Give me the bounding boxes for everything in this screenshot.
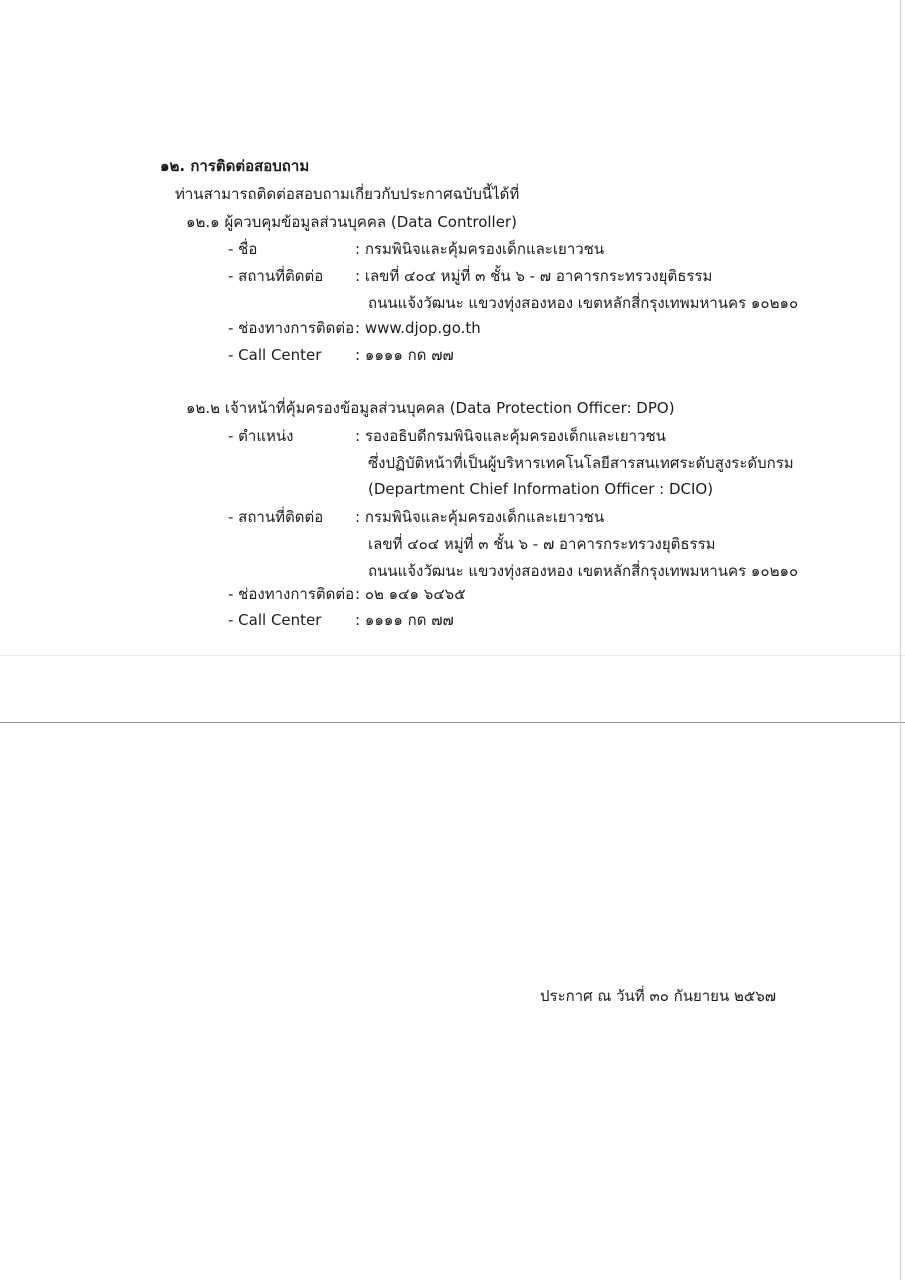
dpo-address-line2: เลขที่ ๔๐๔ หมู่ที่ ๓ ชั้น ๖ - ๗ อาคารกระทรวงยุติธรรม: [368, 535, 716, 553]
dpo-position-line1: : รองอธิบดีกรมพินิจและคุ้มครองเด็กและเยาวชน: [355, 427, 666, 445]
controller-name-value: : กรมพินิจและคุ้มครองเด็กและเยาวชน: [355, 240, 605, 258]
dpo-position-label: - ตำแหน่ง: [228, 427, 294, 445]
scan-fold-line: [0, 722, 905, 723]
section-heading: ๑๒. การติดต่อสอบถาม: [160, 157, 310, 175]
dpo-channel-value: : ๐๒ ๑๔๑ ๖๔๖๕: [355, 585, 466, 603]
controller-address-label: - สถานที่ติดต่อ: [228, 267, 324, 285]
announcement-date: ประกาศ ณ วันที่ ๓๐ กันยายน ๒๕๖๗: [540, 987, 777, 1005]
dpo-address-label: - สถานที่ติดต่อ: [228, 508, 324, 526]
dpo-address-line1: : กรมพินิจและคุ้มครองเด็กและเยาวชน: [355, 508, 605, 526]
scan-edge-line: [900, 0, 901, 1280]
dpo-callcenter-label: - Call Center: [228, 611, 322, 629]
controller-callcenter-label: - Call Center: [228, 346, 322, 364]
dpo-callcenter-value: : ๑๑๑๑ กด ๗๗: [355, 611, 454, 629]
controller-heading: ๑๒.๑ ผู้ควบคุมข้อมูลส่วนบุคคล (Data Controller): [186, 213, 517, 231]
controller-address-line2: ถนนแจ้งวัฒนะ แขวงทุ่งสองหอง เขตหลักสี่กรุงเทพมหานคร ๑๐๒๑๐: [368, 294, 799, 312]
dpo-address-line3: ถนนแจ้งวัฒนะ แขวงทุ่งสองหอง เขตหลักสี่กรุงเทพมหานคร ๑๐๒๑๐: [368, 562, 799, 580]
controller-callcenter-value: : ๑๑๑๑ กด ๗๗: [355, 346, 454, 364]
dpo-heading: ๑๒.๒ เจ้าหน้าที่คุ้มครองข้อมูลส่วนบุคคล (Data Protection Officer: DPO): [186, 399, 675, 417]
dpo-position-line2: ซึ่งปฏิบัติหน้าที่เป็นผู้บริหารเทคโนโลยีสารสนเทศระดับสูงระดับกรม: [368, 454, 794, 472]
controller-channel-value: : www.djop.go.th: [355, 319, 481, 337]
dpo-position-line3: (Department Chief Information Officer : DCIO): [368, 480, 714, 498]
controller-address-line1: : เลขที่ ๔๐๔ หมู่ที่ ๓ ชั้น ๖ - ๗ อาคารกระทรวงยุติธรรม: [355, 267, 713, 285]
section-intro: ท่านสามารถติดต่อสอบถามเกี่ยวกับประกาศฉบับนี้ได้ที่: [175, 185, 520, 203]
controller-name-label: - ชื่อ: [228, 240, 258, 258]
dpo-channel-label: - ช่องทางการติดต่อ: [228, 585, 355, 603]
controller-channel-label: - ช่องทางการติดต่อ: [228, 319, 355, 337]
scan-artifact-line: [0, 655, 905, 656]
